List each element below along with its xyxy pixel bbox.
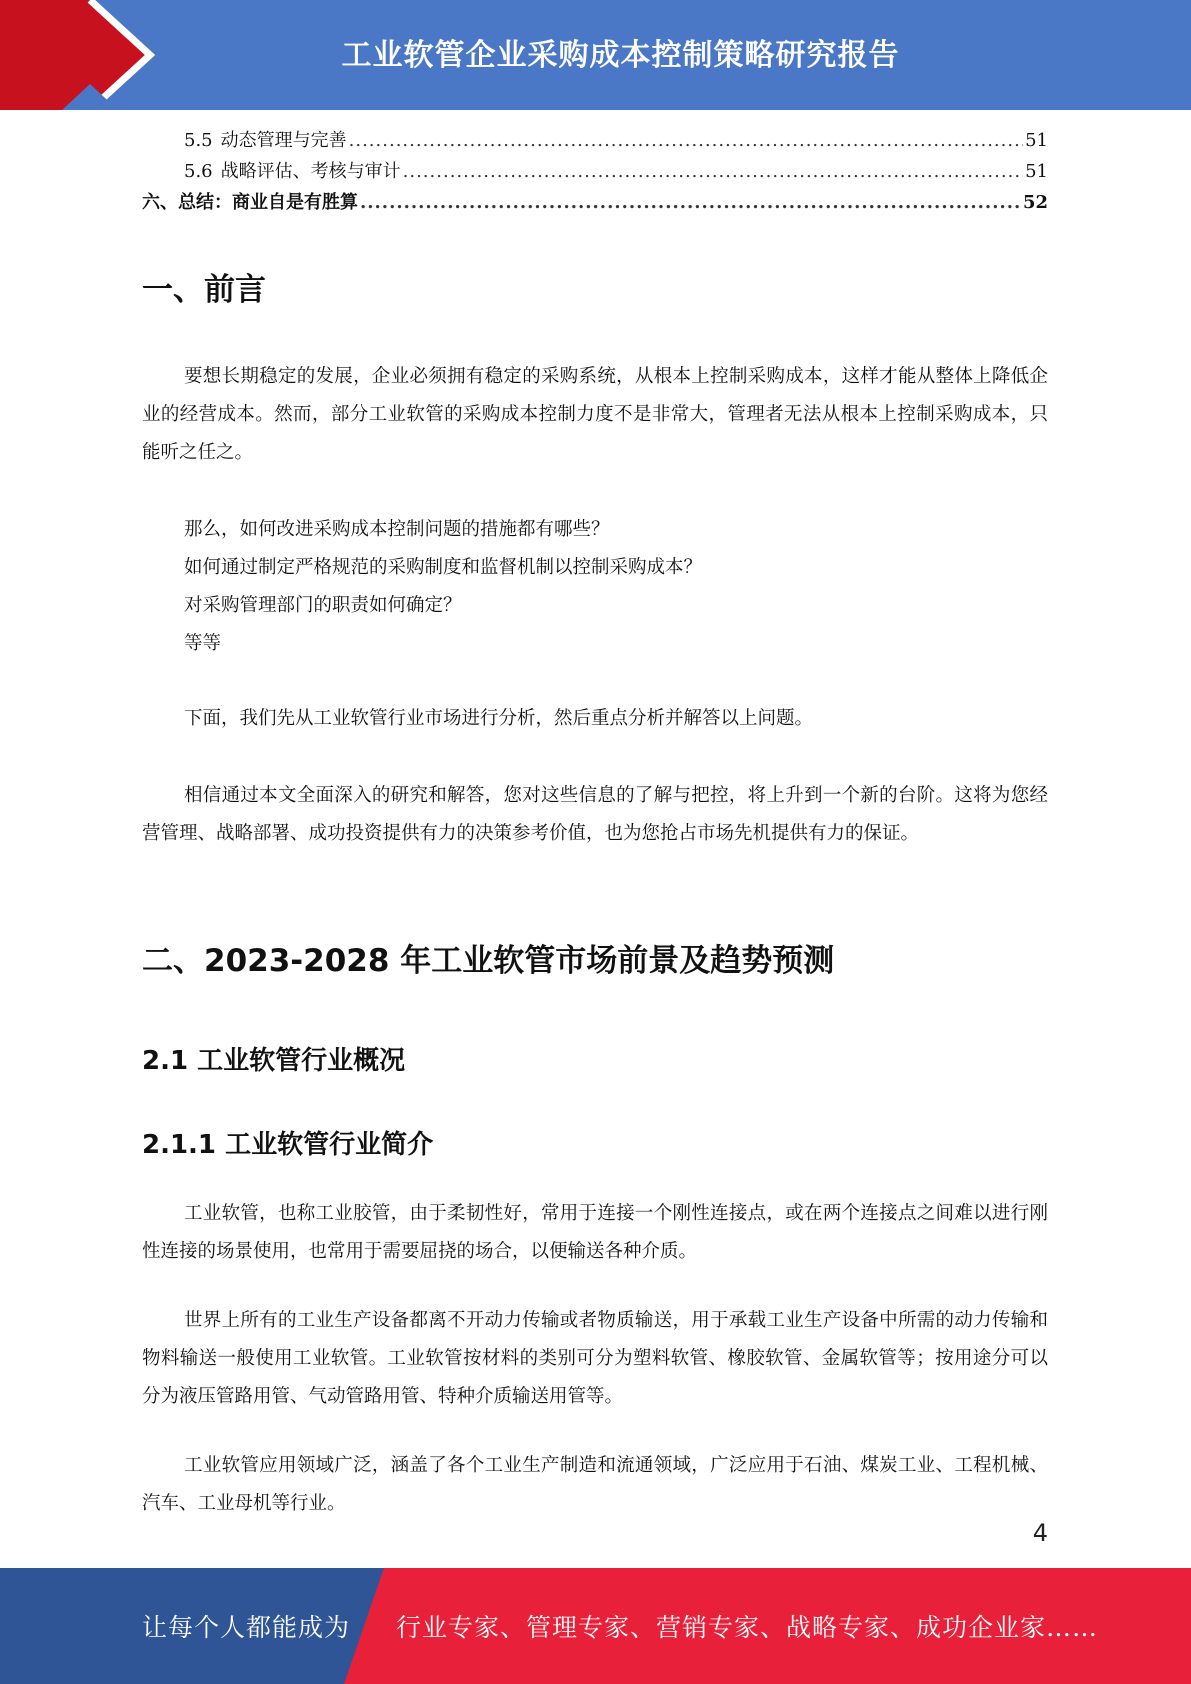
preface-paragraph: 下面，我们先从工业软管行业市场进行分析，然后重点分析并解答以上问题。 — [184, 708, 814, 729]
table-of-contents — [142, 126, 1048, 219]
toc-entry-number: 5.5 — [184, 130, 213, 151]
footer-slogan-left: 让每个人都能成为 — [142, 1613, 351, 1642]
toc-entry-number: 5.6 — [184, 161, 213, 182]
toc-entry-text: 六、总结：商业自是有胜算 — [142, 192, 358, 213]
toc-entry[interactable] — [142, 188, 1048, 219]
chapter-heading: 二、2023-2028 年工业软管市场前景及趋势预测 — [142, 943, 835, 979]
report-title: 工业软管企业采购成本控制策略研究报告 — [341, 38, 900, 73]
question-list — [184, 511, 702, 663]
subsection-heading: 2.1 工业软管行业概况 — [142, 1046, 406, 1076]
body-paragraph: 世界上所有的工业生产设备都离不开动力传输或者物质输送，用于承载工业生产设备中所需的动力传输和物料输送一般使用工业软管。工业软管按材料的类别可分为塑料软管、橡胶软管、金属软管等；按用途分可以分为液压管路用管、气动管路用管、特种介质输送用管等。 — [142, 1310, 1048, 1407]
section-heading-preface: 一、前言 — [142, 272, 266, 308]
toc-entry-text: 动态管理与完善 — [220, 130, 347, 151]
toc-leader-dots — [349, 130, 1023, 151]
question-item: 如何通过制定严格规范的采购制度和监督机制以控制采购成本？ — [184, 557, 703, 578]
toc-entry-text: 战略评估、考核与审计 — [220, 161, 401, 182]
question-item: 对采购管理部门的职责如何确定？ — [184, 595, 462, 616]
page-footer — [0, 1568, 1191, 1684]
toc-leader-dots — [403, 161, 1023, 182]
body-paragraph: 工业软管，也称工业胶管，由于柔韧性好，常用于连接一个刚性连接点，或在两个连接点之间难以进行刚性连接的场景使用，也常用于需要屈挠的场合，以便输送各种介质。 — [142, 1203, 1048, 1262]
toc-entry-page: 51 — [1025, 130, 1048, 151]
page-header — [0, 0, 1191, 110]
page-number: 4 — [1032, 1519, 1048, 1547]
question-item: 那么，如何改进采购成本控制问题的措施都有哪些？ — [184, 519, 610, 540]
toc-entry-page: 52 — [1022, 192, 1048, 213]
subsubsection-heading: 2.1.1 工业软管行业简介 — [142, 1130, 434, 1160]
footer-slogan-right: 行业专家、管理专家、营销专家、战略专家、成功企业家…… — [396, 1613, 1099, 1642]
toc-entry[interactable] — [142, 157, 1048, 188]
toc-leader-dots — [360, 192, 1021, 213]
question-item: 等等 — [184, 633, 222, 654]
preface-paragraph: 要想长期稳定的发展，企业必须拥有稳定的采购系统，从根本上控制采购成本，这样才能从整体上降低企业的经营成本。然而，部分工业软管的采购成本控制力度不是非常大，管理者无法从根本上控制采购成本，只能听之任之。 — [142, 366, 1048, 463]
preface-paragraph: 相信通过本文全面深入的研究和解答，您对这些信息的了解与把控，将上升到一个新的台阶。这将为您经营管理、战略部署、成功投资提供有力的决策参考价值，也为您抢占市场先机提供有力的保证。 — [142, 785, 1048, 844]
body-paragraph: 工业软管应用领域广泛，涵盖了各个工业生产制造和流通领域，广泛应用于石油、煤炭工业、工程机械、汽车、工业母机等行业。 — [142, 1455, 1048, 1514]
toc-entry[interactable] — [142, 126, 1048, 157]
toc-entry-page: 51 — [1025, 161, 1048, 182]
